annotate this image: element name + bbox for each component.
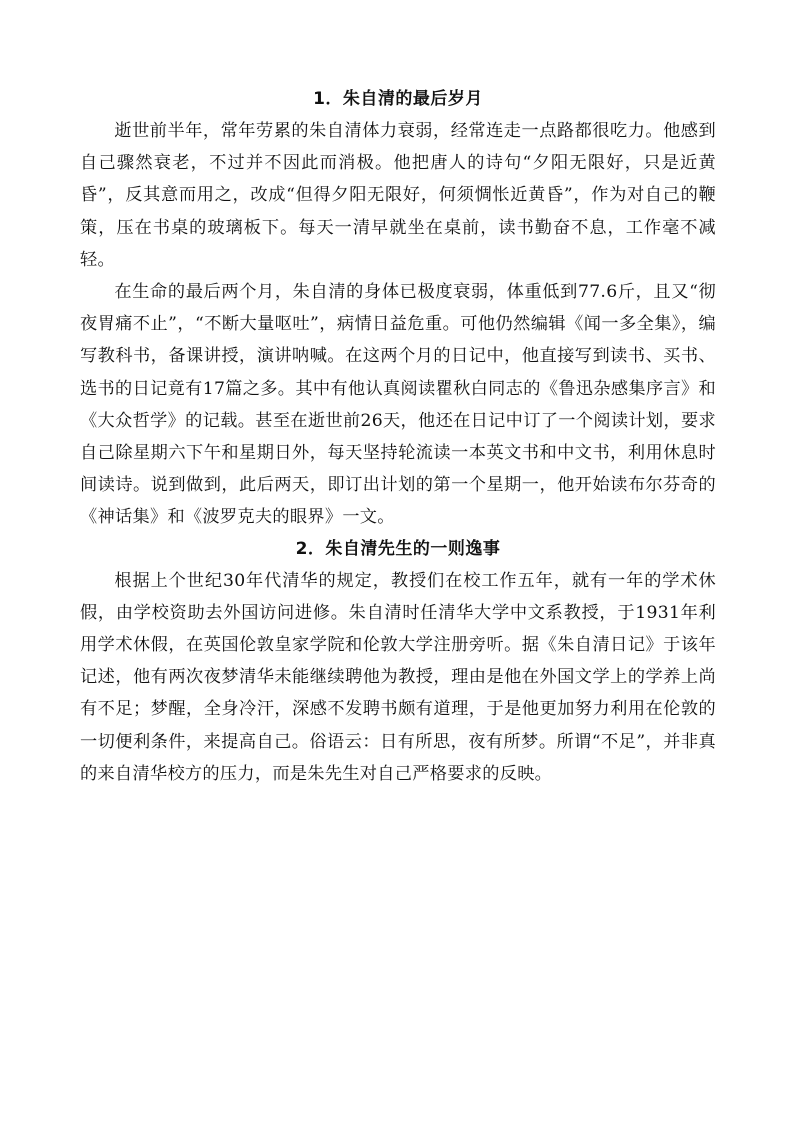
section-2-title: 2．朱自清先生的一则逸事 [295,538,501,559]
section-1-paragraph-2: 在生命的最后两个月，朱自清的身体已极度衰弱，体重低到77.6斤，且又“彻夜胃痛不止”，“不断大量呕吐”，病情日益危重。可他仍然编辑《闻一多全集》，编写教科书，备课讲授，演讲呐喊。在这两个月的日记中，他直接写到读书、买书、选书的日记竟有17篇之多。其中有他认真阅读瞿秋白同志的《鲁迅杂感集序言》和《大众哲学》的记载。甚至在逝世前26天，他还在日记中订了一个阅读计划，要求自己除星期六下午和星期日外，每天坚持轮流读一本英文书和中文书，利用休息时间读诗。说到做到，此后两天，即订出计划的第一个星期一，他开始读布尔芬奇的《神话集》和《波罗克夫的眼界》一文。 [80,282,716,528]
document-body [80,84,716,790]
section-1-title: 1．朱自清的最后岁月 [313,89,483,109]
section-1-paragraph-1: 逝世前半年，常年劳累的朱自清体力衰弱，经常连走一点路都很吃力。他感到自己骤然衰老，不过并不因此而消极。他把唐人的诗句“夕阳无限好，只是近黄昏”，反其意而用之，改成“但得夕阳无限好，何须惆怅近黄昏”，作为对自己的鞭策，压在书桌的玻璃板下。每天一清早就坐在桌前，读书勤奋不息，工作毫不减轻。 [80,121,716,270]
section-2-paragraph-1: 根据上个世纪30年代清华的规定，教授们在校工作五年，就有一年的学术休假，由学校资助去外国访问进修。朱自清时任清华大学中文系教授，于1931年利用学术休假，在英国伦敦皇家学院和伦敦大学注册旁听。据《朱自清日记》于该年记述，他有两次夜梦清华未能继续聘他为教授，理由是他在外国文学上的学养上尚有不足；梦醒，全身冷汗，深感不发聘书颇有道理，于是他更加努力利用在伦敦的一切便利条件，来提高自己。俗语云：日有所思，夜有所梦。所谓“不足”，并非真的来自清华校方的压力，而是朱先生对自己严格要求的反映。 [80,570,716,784]
